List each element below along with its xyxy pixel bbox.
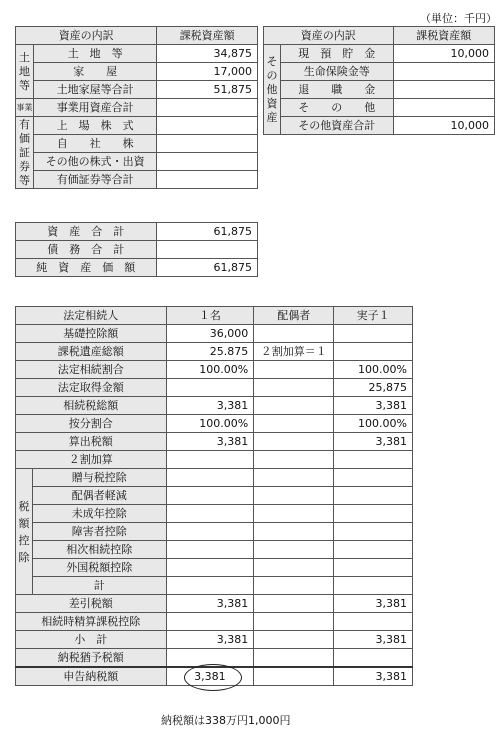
cell-value: ２割加算＝１ bbox=[254, 343, 334, 361]
assets-header-value: 課税資産額 bbox=[157, 27, 258, 45]
row-value: 10,000 bbox=[393, 45, 494, 63]
assets-table bbox=[15, 26, 258, 189]
row-label: 上 場 株 式 bbox=[34, 117, 157, 135]
cell-value bbox=[334, 325, 413, 343]
row-label: 事業用資産合計 bbox=[34, 99, 157, 117]
tax-header-count: １名 bbox=[166, 307, 254, 325]
cell-value bbox=[254, 577, 334, 595]
cell-value bbox=[334, 559, 413, 577]
row-value bbox=[157, 99, 258, 117]
cell-value bbox=[254, 433, 334, 451]
cell-value: 100.00% bbox=[334, 415, 413, 433]
assets-header-breakdown: 資産の内訳 bbox=[16, 27, 157, 45]
cell-value bbox=[166, 541, 254, 559]
row-label: ２割加算 bbox=[16, 451, 167, 469]
row-value: 34,875 bbox=[157, 45, 258, 63]
total-debt-value bbox=[156, 241, 257, 259]
cell-value bbox=[254, 667, 334, 686]
cell-value bbox=[254, 469, 334, 487]
row-label: そ の 他 bbox=[280, 99, 393, 117]
tax-header-heirs: 法定相続人 bbox=[16, 307, 167, 325]
group-label-securities: 有価証券等 bbox=[16, 117, 34, 189]
cell-value bbox=[254, 415, 334, 433]
cell-value: 3,381 bbox=[334, 595, 413, 613]
other-header-value: 課税資産額 bbox=[393, 27, 494, 45]
row-label: 相続税総額 bbox=[16, 397, 167, 415]
row-value bbox=[393, 81, 494, 99]
other-header-breakdown: 資産の内訳 bbox=[264, 27, 394, 45]
unit-label: （単位：千円） bbox=[420, 12, 497, 25]
row-label: 障害者控除 bbox=[32, 523, 166, 541]
cell-value: 3,381 bbox=[166, 397, 254, 415]
cell-value bbox=[254, 487, 334, 505]
row-label: 退 職 金 bbox=[280, 81, 393, 99]
row-label: 計 bbox=[32, 577, 166, 595]
row-value bbox=[393, 63, 494, 81]
total-assets-label: 資 産 合 計 bbox=[16, 223, 157, 241]
cell-value: 25.875 bbox=[166, 343, 254, 361]
row-label: 有価証券等合計 bbox=[34, 171, 157, 189]
cell-value bbox=[166, 577, 254, 595]
cell-value: 3,381 bbox=[166, 631, 254, 649]
row-label: 自 社 株 bbox=[34, 135, 157, 153]
row-label: 土 地 等 bbox=[34, 45, 157, 63]
cell-value bbox=[254, 631, 334, 649]
final-tax-value: 3,381 bbox=[166, 667, 254, 686]
cell-value bbox=[334, 451, 413, 469]
cell-value bbox=[334, 613, 413, 631]
cell-value bbox=[166, 379, 254, 397]
cell-value bbox=[334, 523, 413, 541]
tax-table bbox=[15, 306, 413, 686]
tax-main-rows bbox=[16, 325, 413, 469]
row-label: 生命保険金等 bbox=[280, 63, 393, 81]
cell-value: 25,875 bbox=[334, 379, 413, 397]
cell-value bbox=[334, 505, 413, 523]
row-value bbox=[393, 99, 494, 117]
group-label-business: 事業 bbox=[16, 99, 34, 117]
row-label: 相次相続控除 bbox=[32, 541, 166, 559]
cell-value bbox=[166, 469, 254, 487]
tax-header-child: 実子１ bbox=[334, 307, 413, 325]
row-label: 算出税額 bbox=[16, 433, 167, 451]
row-label: 按分割合 bbox=[16, 415, 167, 433]
cell-value bbox=[254, 649, 334, 668]
cell-value bbox=[166, 487, 254, 505]
cell-value: 100.00% bbox=[166, 415, 254, 433]
cell-value bbox=[334, 541, 413, 559]
cell-value bbox=[254, 613, 334, 631]
cell-value: 100.00% bbox=[166, 361, 254, 379]
cell-value bbox=[334, 487, 413, 505]
cell-value: 36,000 bbox=[166, 325, 254, 343]
row-label: 差引税額 bbox=[16, 595, 167, 613]
net-assets-label: 純 資 産 価 額 bbox=[16, 259, 157, 277]
cell-value: 3,381 bbox=[334, 631, 413, 649]
row-value: 10,000 bbox=[393, 117, 494, 135]
tax-deduction-rows bbox=[16, 469, 413, 595]
row-label: 小 計 bbox=[16, 631, 167, 649]
row-label: 家 屋 bbox=[34, 63, 157, 81]
cell-value bbox=[166, 613, 254, 631]
row-label: 外国税額控除 bbox=[32, 559, 166, 577]
row-label: 相続時精算課税控除 bbox=[16, 613, 167, 631]
row-label: 未成年控除 bbox=[32, 505, 166, 523]
cell-value bbox=[166, 451, 254, 469]
row-label: 申告納税額 bbox=[16, 667, 167, 686]
cell-value bbox=[254, 325, 334, 343]
row-label: 基礎控除額 bbox=[16, 325, 167, 343]
total-assets-value: 61,875 bbox=[156, 223, 257, 241]
row-label: その他資産合計 bbox=[280, 117, 393, 135]
row-value bbox=[157, 153, 258, 171]
row-label: 法定相続割合 bbox=[16, 361, 167, 379]
cell-value bbox=[334, 343, 413, 361]
cell-value bbox=[334, 577, 413, 595]
cell-value bbox=[166, 523, 254, 541]
cell-value: 3,381 bbox=[334, 667, 413, 686]
row-value: 51,875 bbox=[157, 81, 258, 99]
group-label-other: その他資産 bbox=[264, 45, 281, 135]
cell-value bbox=[254, 379, 334, 397]
row-value bbox=[157, 171, 258, 189]
row-value: 17,000 bbox=[157, 63, 258, 81]
row-label: 配偶者軽減 bbox=[32, 487, 166, 505]
cell-value bbox=[254, 523, 334, 541]
cell-value: 3,381 bbox=[166, 433, 254, 451]
row-label: 課税遺産総額 bbox=[16, 343, 167, 361]
annotation-note: 納税額は338万円1,000円 bbox=[161, 714, 291, 727]
cell-value bbox=[254, 541, 334, 559]
cell-value bbox=[166, 559, 254, 577]
totals-table bbox=[15, 222, 258, 277]
cell-value: 3,381 bbox=[334, 433, 413, 451]
cell-value bbox=[166, 505, 254, 523]
group-label-deductions: 税額控除 bbox=[16, 469, 33, 595]
cell-value bbox=[334, 649, 413, 668]
row-label: 贈与税控除 bbox=[32, 469, 166, 487]
tax-header-spouse: 配偶者 bbox=[254, 307, 334, 325]
highlight-ellipse bbox=[184, 664, 242, 691]
cell-value bbox=[334, 469, 413, 487]
row-value bbox=[157, 135, 258, 153]
row-label: その他の株式・出資 bbox=[34, 153, 157, 171]
cell-value bbox=[254, 595, 334, 613]
other-assets-table bbox=[263, 26, 495, 135]
cell-value bbox=[254, 397, 334, 415]
row-label: 法定取得金額 bbox=[16, 379, 167, 397]
row-label: 土地家屋等合計 bbox=[34, 81, 157, 99]
row-label: 現 預 貯 金 bbox=[280, 45, 393, 63]
group-label-land: 土地等 bbox=[16, 45, 34, 99]
cell-value: 100.00% bbox=[334, 361, 413, 379]
cell-value: 3,381 bbox=[334, 397, 413, 415]
row-value bbox=[157, 117, 258, 135]
total-debt-label: 債 務 合 計 bbox=[16, 241, 157, 259]
cell-value bbox=[254, 559, 334, 577]
cell-value bbox=[254, 505, 334, 523]
net-assets-value: 61,875 bbox=[156, 259, 257, 277]
cell-value bbox=[254, 361, 334, 379]
row-label: 納税猶予税額 bbox=[16, 649, 167, 668]
cell-value bbox=[254, 451, 334, 469]
cell-value: 3,381 bbox=[166, 595, 254, 613]
